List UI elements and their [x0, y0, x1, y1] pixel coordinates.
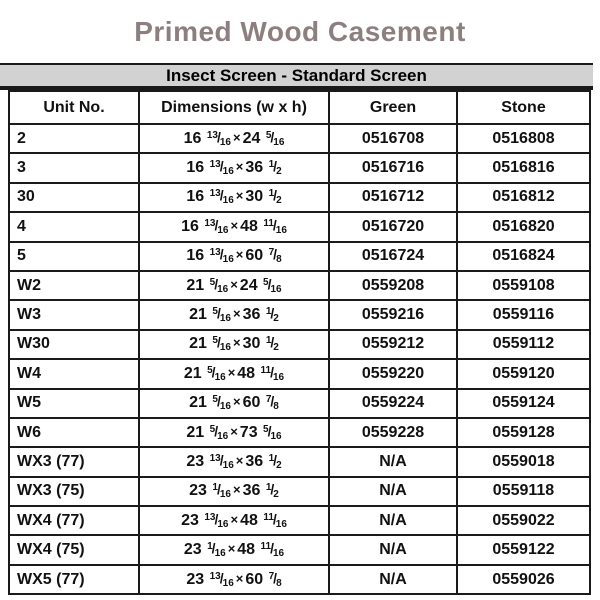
multiply-sign: ×	[230, 511, 239, 527]
fraction-slash: /	[270, 363, 274, 380]
fraction-slash: /	[273, 451, 278, 468]
fraction-numerator: 1	[268, 159, 275, 171]
table-row	[9, 389, 590, 418]
fraction	[260, 365, 285, 382]
multiply-sign: ×	[230, 217, 239, 233]
unit-cell: WX3 (77)	[9, 447, 139, 476]
fraction-numerator: 1	[268, 188, 275, 200]
multiply-sign: ×	[230, 276, 238, 292]
fraction	[265, 335, 279, 352]
fraction-denominator: 16	[214, 548, 226, 560]
fraction-numerator: 5	[212, 394, 218, 406]
fraction	[262, 218, 287, 235]
green-cell: 0559212	[329, 330, 457, 359]
dimensions-cell: 21 $^5$/16 × 36 $^1$/2	[139, 300, 329, 329]
fraction-numerator: 13	[209, 570, 221, 582]
unit-cell: W3	[9, 300, 139, 329]
fraction-numerator: 11	[263, 511, 274, 523]
unit-cell: 30	[9, 183, 139, 212]
table-row	[9, 330, 590, 359]
fraction	[262, 512, 287, 529]
green-cell: 0516708	[329, 124, 457, 153]
fraction	[211, 306, 231, 323]
fraction-denominator: 8	[276, 577, 282, 589]
fraction-denominator: 16	[219, 489, 231, 501]
stone-cell: 0559116	[457, 300, 590, 329]
fraction-slash: /	[270, 128, 275, 145]
fraction	[209, 188, 234, 205]
fraction	[265, 306, 279, 323]
fraction-numerator: 13	[209, 159, 221, 171]
fraction-denominator: 16	[273, 548, 285, 560]
fraction-denominator: 16	[273, 371, 285, 383]
fraction-numerator: 13	[209, 452, 221, 464]
dimensions-cell: 23 $^1$/16 × 48 $^{11}$/16	[139, 535, 329, 564]
fraction-denominator: 8	[273, 401, 279, 413]
fraction-numerator: 13	[209, 247, 221, 259]
fraction-denominator: 16	[275, 518, 287, 530]
stone-cell: 0516816	[457, 153, 590, 182]
fraction-denominator: 16	[217, 518, 229, 530]
dimensions-cell: 16 $^{13}$/16 × 36 $^1$/2	[139, 153, 329, 182]
fraction-numerator: 5	[209, 276, 216, 288]
fraction-numerator: 5	[263, 423, 269, 435]
unit-cell: W6	[9, 418, 139, 447]
green-cell: N/A	[329, 447, 457, 476]
fraction-denominator: 2	[276, 195, 282, 207]
green-cell: N/A	[329, 506, 457, 535]
fraction-slash: /	[272, 510, 277, 527]
fraction-denominator: 16	[219, 136, 231, 148]
fraction	[268, 571, 282, 588]
fraction-denominator: 16	[219, 401, 231, 413]
fraction-numerator: 5	[209, 423, 216, 435]
fraction-denominator: 16	[270, 283, 282, 295]
fraction-numerator: 13	[209, 188, 221, 200]
unit-cell: W30	[9, 330, 139, 359]
unit-cell: 3	[9, 153, 139, 182]
fraction	[209, 453, 234, 470]
fraction-denominator: 16	[214, 371, 226, 383]
fraction-slash: /	[267, 275, 272, 292]
fraction-slash: /	[216, 393, 221, 410]
fraction	[268, 247, 282, 264]
stone-cell: 0559026	[457, 565, 590, 594]
table-banner	[0, 63, 593, 90]
header-row	[9, 91, 590, 124]
unit-cell: 5	[9, 242, 139, 271]
table-row	[9, 447, 590, 476]
fraction-slash: /	[214, 216, 219, 233]
fraction-slash: /	[267, 422, 272, 439]
fraction	[206, 365, 226, 382]
table-row	[9, 124, 590, 153]
fraction	[203, 218, 228, 235]
fraction	[268, 188, 282, 205]
fraction-numerator: 5	[265, 129, 272, 141]
green-cell: 0516716	[329, 153, 457, 182]
fraction	[206, 541, 226, 558]
table-row	[9, 183, 590, 212]
fraction-numerator: 7	[268, 570, 275, 582]
fraction-denominator: 16	[275, 224, 287, 236]
stone-cell: 0559122	[457, 535, 590, 564]
dimensions-cell: 16 $^{13}$/16 × 30 $^1$/2	[139, 183, 329, 212]
stone-cell: 0559018	[457, 447, 590, 476]
fraction-denominator: 2	[273, 313, 279, 325]
dimensions-cell: 16 $^{13}$/16 × 60 $^7$/8	[139, 242, 329, 271]
fraction-denominator: 16	[222, 459, 234, 471]
green-cell: 0559228	[329, 418, 457, 447]
fraction	[268, 453, 282, 470]
table-body	[9, 124, 590, 594]
green-cell: 0559220	[329, 359, 457, 388]
stone-cell: 0516820	[457, 212, 590, 241]
fraction-denominator: 2	[276, 459, 282, 471]
stone-cell: 0559108	[457, 271, 590, 300]
fraction-numerator: 1	[265, 306, 272, 318]
fraction	[209, 277, 229, 294]
fraction-denominator: 2	[273, 342, 279, 354]
fraction-numerator: 1	[212, 482, 218, 494]
fraction-slash: /	[211, 540, 216, 557]
fraction-numerator: 13	[206, 129, 218, 141]
stone-cell: 0559120	[457, 359, 590, 388]
fraction-numerator: 1	[265, 335, 272, 347]
stone-cell: 0516808	[457, 124, 590, 153]
table-row	[9, 477, 590, 506]
fraction-numerator: 5	[207, 364, 213, 376]
dimensions-cell: 21 $^5$/16 × 73 $^5$/16	[139, 418, 329, 447]
fraction-denominator: 16	[217, 283, 229, 295]
fraction-slash: /	[219, 246, 224, 263]
fraction-denominator: 16	[222, 166, 234, 178]
multiply-sign: ×	[232, 394, 241, 410]
fraction-denominator: 16	[219, 313, 231, 325]
green-cell: 0516712	[329, 183, 457, 212]
table-row	[9, 359, 590, 388]
fraction-denominator: 16	[222, 254, 234, 266]
fraction	[209, 247, 234, 264]
multiply-sign: ×	[232, 482, 241, 498]
dimensions-cell: 23 $^1$/16 × 36 $^1$/2	[139, 477, 329, 506]
stone-cell: 0516812	[457, 183, 590, 212]
fraction-slash: /	[219, 569, 224, 586]
fraction-numerator: 7	[265, 394, 272, 406]
fraction-denominator: 16	[222, 195, 234, 207]
col-header-stone: Stone	[457, 91, 590, 124]
col-header-green: Green	[329, 91, 457, 124]
green-cell: 0559224	[329, 389, 457, 418]
fraction-numerator: 5	[212, 335, 218, 347]
unit-cell: 2	[9, 124, 139, 153]
fraction-slash: /	[216, 305, 221, 322]
fraction-denominator: 16	[270, 430, 282, 442]
fraction-denominator: 16	[217, 430, 229, 442]
multiply-sign: ×	[227, 541, 236, 557]
green-cell: N/A	[329, 535, 457, 564]
unit-cell: WX3 (75)	[9, 477, 139, 506]
fraction-slash: /	[219, 451, 224, 468]
unit-cell: WX5 (77)	[9, 565, 139, 594]
fraction	[211, 394, 231, 411]
fraction-numerator: 5	[263, 276, 269, 288]
table-row	[9, 300, 590, 329]
fraction-denominator: 2	[273, 489, 279, 501]
fraction-slash: /	[214, 275, 219, 292]
fraction	[206, 130, 231, 147]
multiply-sign: ×	[235, 452, 244, 468]
fraction-slash: /	[270, 334, 275, 351]
fraction-slash: /	[272, 216, 277, 233]
fraction-denominator: 16	[273, 136, 285, 148]
fraction-slash: /	[273, 246, 278, 263]
green-cell: N/A	[329, 565, 457, 594]
multiply-sign: ×	[230, 423, 238, 439]
dimensions-cell: 23 $^{13}$/16 × 48 $^{11}$/16	[139, 506, 329, 535]
fraction	[260, 541, 285, 558]
table-row	[9, 418, 590, 447]
stone-cell: 0559112	[457, 330, 590, 359]
fraction-numerator: 1	[207, 541, 213, 553]
col-header-unit: Unit No.	[9, 91, 139, 124]
fraction-numerator: 13	[204, 511, 216, 523]
stone-cell: 0516824	[457, 242, 590, 271]
table-row	[9, 565, 590, 594]
green-cell: 0559208	[329, 271, 457, 300]
unit-cell: W5	[9, 389, 139, 418]
multiply-sign: ×	[235, 247, 244, 263]
fraction-slash: /	[214, 510, 219, 527]
fraction-numerator: 1	[268, 452, 275, 464]
fraction	[262, 424, 282, 441]
dimensions-cell: 21 $^5$/16 × 24 $^5$/16	[139, 271, 329, 300]
fraction-slash: /	[214, 422, 219, 439]
fraction-slash: /	[273, 158, 278, 175]
fraction	[265, 394, 279, 411]
fraction-slash: /	[216, 128, 221, 145]
multiply-sign: ×	[235, 159, 244, 175]
dimensions-cell: 21 $^5$/16 × 48 $^{11}$/16	[139, 359, 329, 388]
multiply-sign: ×	[235, 570, 244, 586]
fraction-denominator: 2	[276, 166, 282, 178]
stone-cell: 0559022	[457, 506, 590, 535]
fraction-denominator: 16	[217, 224, 229, 236]
stone-cell: 0559124	[457, 389, 590, 418]
dimensions-cell: 16 $^{13}$/16 × 48 $^{11}$/16	[139, 212, 329, 241]
fraction-numerator: 13	[204, 217, 216, 229]
table-row	[9, 535, 590, 564]
unit-cell: W2	[9, 271, 139, 300]
dimensions-cell: 16 $^{13}$/16 × 24 $^5$/16	[139, 124, 329, 153]
fraction-numerator: 5	[212, 306, 218, 318]
table-row	[9, 153, 590, 182]
table-row	[9, 212, 590, 241]
fraction-denominator: 8	[276, 254, 282, 266]
table-row	[9, 242, 590, 271]
green-cell: 0516724	[329, 242, 457, 271]
fraction	[209, 571, 234, 588]
fraction-slash: /	[270, 540, 274, 557]
fraction	[265, 482, 279, 499]
screen-table	[8, 90, 591, 595]
page-title: Primed Wood Casement	[134, 16, 466, 47]
fraction-denominator: 16	[219, 342, 231, 354]
fraction-slash: /	[270, 481, 275, 498]
dimensions-cell: 21 $^5$/16 × 30 $^1$/2	[139, 330, 329, 359]
fraction	[203, 512, 228, 529]
unit-cell: WX4 (75)	[9, 535, 139, 564]
banner-label: Insect Screen - Standard Screen	[166, 66, 427, 85]
fraction-numerator: 11	[260, 541, 272, 553]
table-row	[9, 271, 590, 300]
unit-cell: 4	[9, 212, 139, 241]
stone-cell: 0559128	[457, 418, 590, 447]
fraction	[268, 159, 282, 176]
multiply-sign: ×	[232, 335, 241, 351]
unit-cell: W4	[9, 359, 139, 388]
fraction	[211, 482, 231, 499]
dimensions-cell: 23 $^{13}$/16 × 60 $^7$/8	[139, 565, 329, 594]
fraction-numerator: 7	[268, 247, 275, 259]
green-cell: 0516720	[329, 212, 457, 241]
fraction-slash: /	[216, 334, 221, 351]
multiply-sign: ×	[232, 306, 241, 322]
fraction	[211, 335, 231, 352]
fraction-slash: /	[273, 569, 278, 586]
fraction	[209, 159, 234, 176]
multiply-sign: ×	[235, 188, 244, 204]
green-cell: N/A	[329, 477, 457, 506]
dimensions-cell: 23 $^{13}$/16 × 36 $^1$/2	[139, 447, 329, 476]
dimensions-cell: 21 $^5$/16 × 60 $^7$/8	[139, 389, 329, 418]
fraction-slash: /	[211, 363, 216, 380]
fraction	[209, 424, 229, 441]
fraction-numerator: 11	[263, 217, 274, 229]
fraction-slash: /	[216, 481, 221, 498]
green-cell: 0559216	[329, 300, 457, 329]
multiply-sign: ×	[227, 364, 236, 380]
stone-cell: 0559118	[457, 477, 590, 506]
fraction-slash: /	[270, 305, 275, 322]
multiply-sign: ×	[232, 129, 241, 145]
unit-cell: WX4 (77)	[9, 506, 139, 535]
fraction-slash: /	[270, 393, 275, 410]
fraction-numerator: 11	[260, 364, 272, 376]
col-header-dimensions: Dimensions (w x h)	[139, 91, 329, 124]
fraction-slash: /	[273, 187, 278, 204]
fraction	[265, 130, 285, 147]
fraction-slash: /	[219, 158, 224, 175]
fraction	[262, 277, 282, 294]
table-row	[9, 506, 590, 535]
fraction-numerator: 1	[265, 482, 272, 494]
fraction-slash: /	[219, 187, 224, 204]
fraction-denominator: 16	[222, 577, 234, 589]
